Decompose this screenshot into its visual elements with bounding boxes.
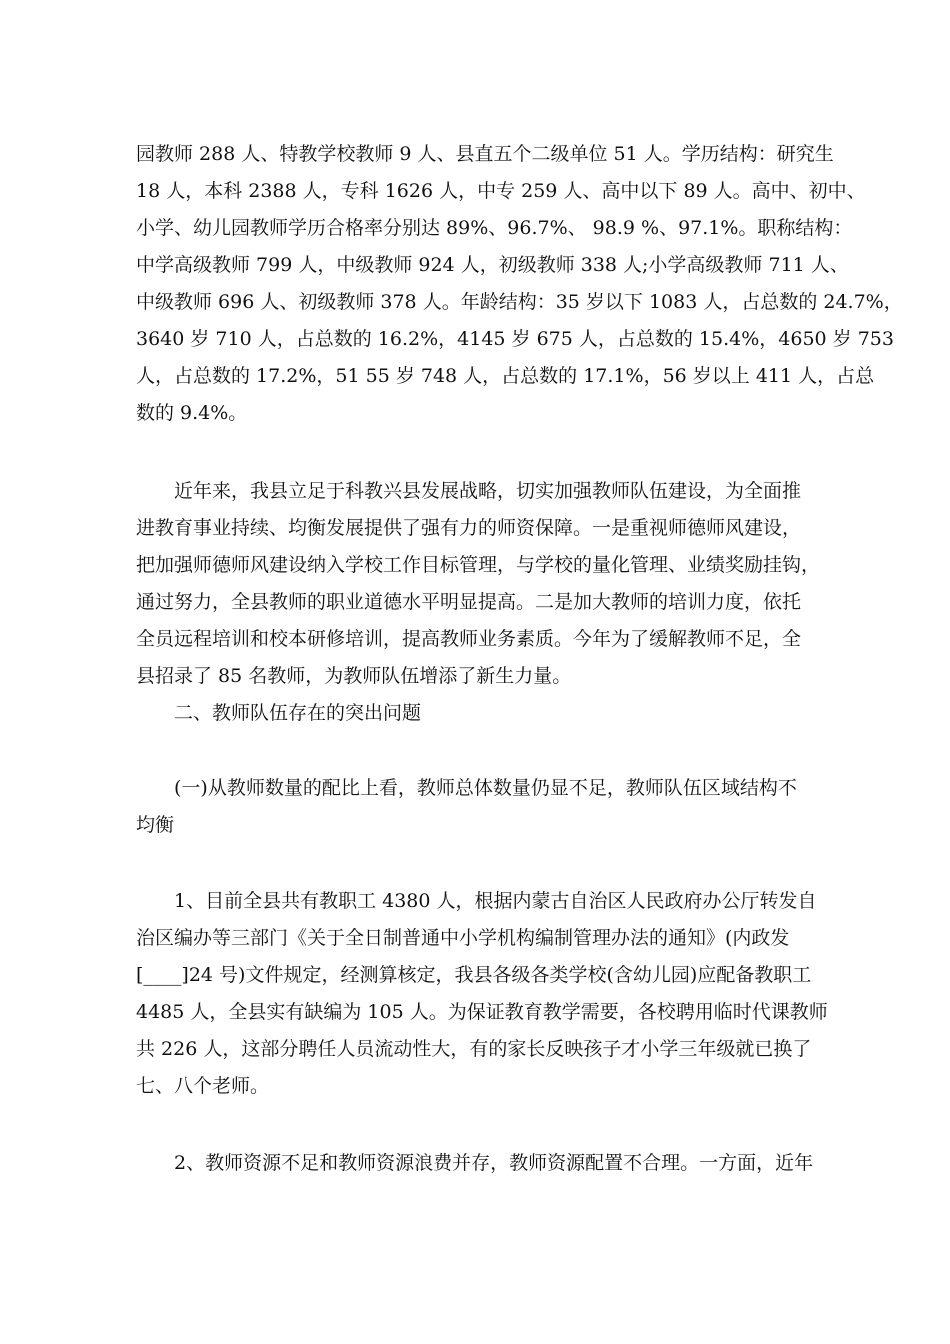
paragraph-1-line: 园教师 288 人、特教学校教师 9 人、县直五个二级单位 51 人。学历结构：研究生 [136,143,834,165]
paragraph-1-line: 3640 岁 710 人，占总数的 16.2%，4145 岁 675 人，占总数的 15.4%，4650 岁 753 [136,328,894,350]
paragraph-3-line: 治区编办等三部门《关于全日制普通中小学机构编制管理办法的通知》(内政发 [136,927,790,949]
subsection-heading-line: 均衡 [136,814,175,836]
paragraph-1-line: 中级教师 696 人、初级教师 378 人。年龄结构：35 岁以下 1083 人，占总数的 24.7%， [136,291,903,313]
paragraph-2-line: 进教育事业持续、均衡发展提供了强有力的师资保障。一是重视师德师风建设， [136,517,802,539]
paragraph-3-line: 共 226 人，这部分聘任人员流动性大，有的家长反映孩子才小学三年级就已换了 [136,1038,812,1060]
paragraph-3-line: 4485 人，全县实有缺编为 105 人。为保证教育教学需要，各校聘用临时代课教师 [136,1001,828,1023]
paragraph-1-line: 数的 9.4%。 [136,402,248,424]
paragraph-3-line: 1、目前全县共有教职工 4380 人，根据内蒙古自治区人民政府办公厅转发自 [174,890,817,912]
section-heading: 二、教师队伍存在的突出问题 [174,702,422,724]
paragraph-1-line: 小学、幼儿园教师学历合格率分别达 89%、96.7%、 98.9 %、97.1%。职称结构： [136,217,853,239]
paragraph-2-line: 近年来，我县立足于科教兴县发展战略，切实加强教师队伍建设，为全面推 [174,480,802,502]
paragraph-3-line: [____]24 号)文件规定，经测算核定，我县各级各类学校(含幼儿园)应配备教职工 [136,964,812,986]
paragraph-2-line: 通过努力，全县教师的职业道德水平明显提高。二是加大教师的培训力度，依托 [136,591,802,613]
paragraph-4-line: 2、教师资源不足和教师资源浪费并存，教师资源配置不合理。一方面，近年 [174,1152,814,1174]
paragraph-1-line: 中学高级教师 799 人，中级教师 924 人，初级教师 338 人;小学高级教师 711 人、 [136,254,849,276]
paragraph-1-line: 人，占总数的 17.2%，51 55 岁 748 人，占总数的 17.1%，56 岁以上 411 人，占总 [136,365,875,387]
paragraph-2-line: 把加强师德师风建设纳入学校工作目标管理，与学校的量化管理、业绩奖励挂钩， [136,554,821,576]
paragraph-2-line: 全员远程培训和校本研修培训，提高教师业务素质。今年为了缓解教师不足，全 [136,628,802,650]
paragraph-1-line: 18 人，本科 2388 人，专科 1626 人，中专 259 人、高中以下 89 人。高中、初中、 [136,180,866,202]
subsection-heading-line: (一)从教师数量的配比上看，教师总体数量仍显不足，教师队伍区域结构不 [174,777,797,799]
paragraph-2-line: 县招录了 85 名教师，为教师队伍增添了新生力量。 [136,665,572,687]
paragraph-3-line: 七、八个老师。 [136,1075,270,1097]
